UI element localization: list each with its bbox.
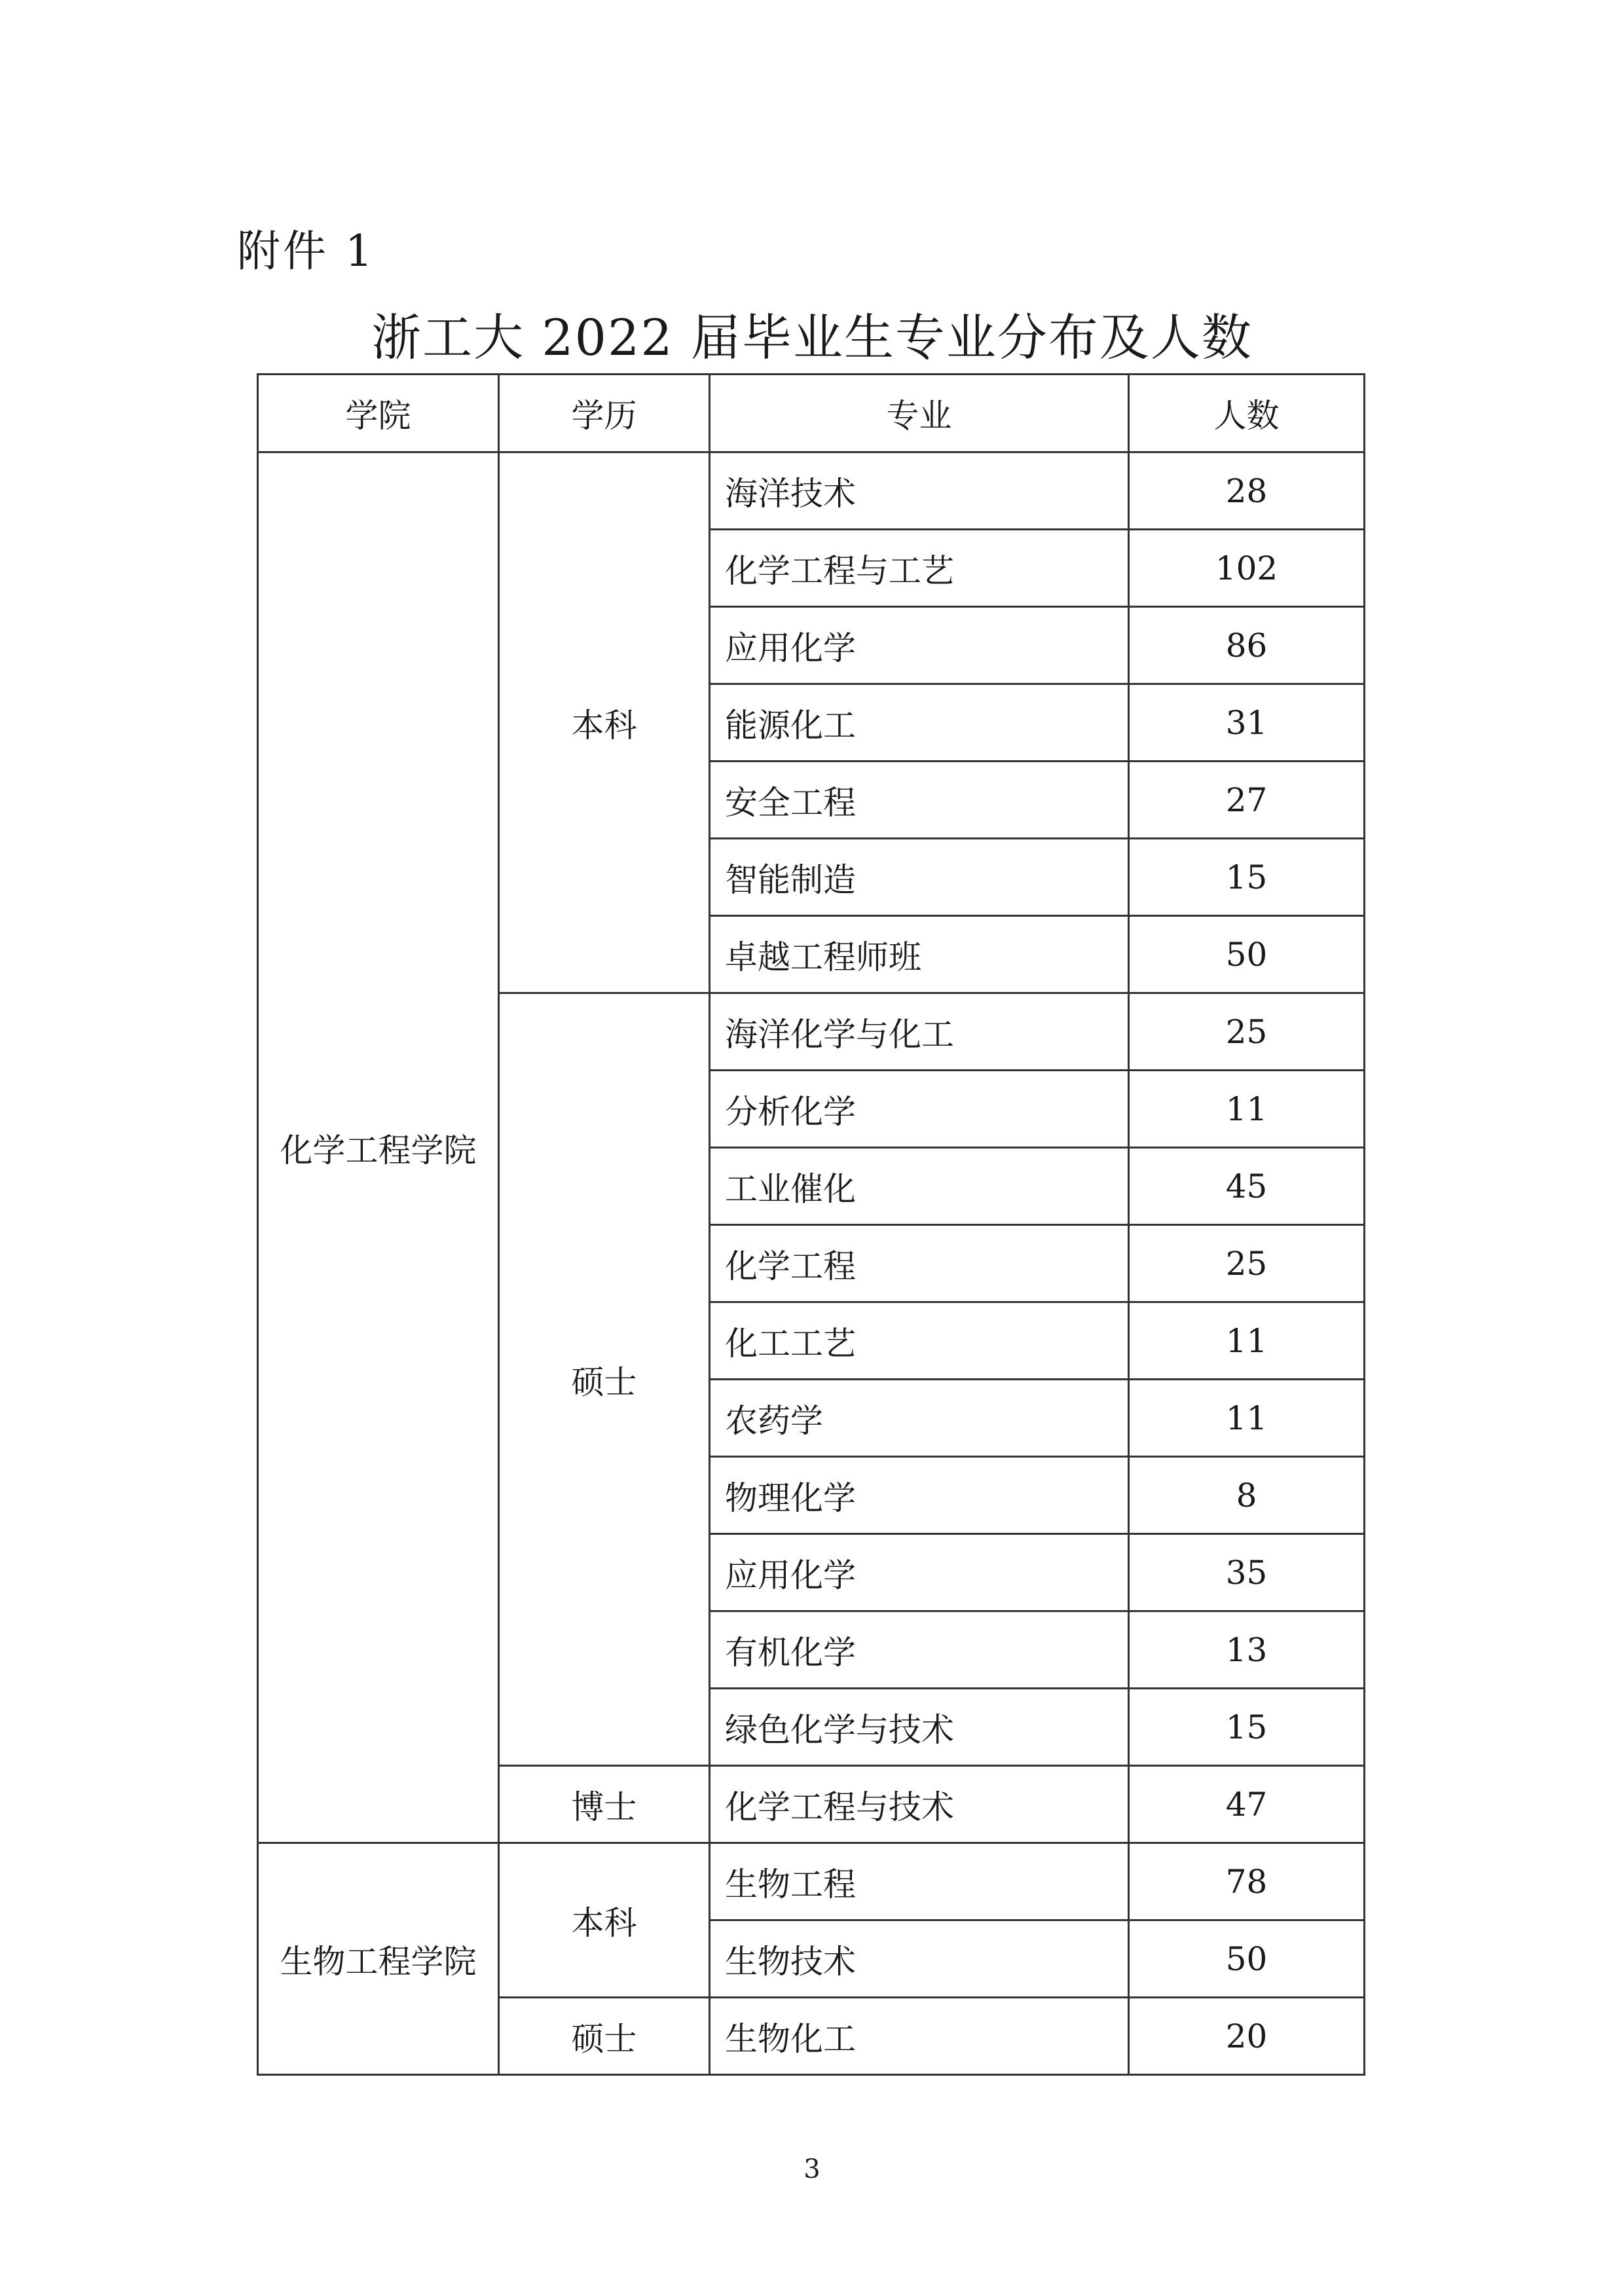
- count-cell: 50: [1129, 916, 1365, 993]
- count-cell: 50: [1129, 1920, 1365, 1998]
- table-body: [258, 452, 1365, 2075]
- major-cell: 海洋化学与化工: [710, 993, 1129, 1071]
- count-cell: 11: [1129, 1302, 1365, 1380]
- major-cell: 应用化学: [710, 1534, 1129, 1611]
- major-cell: 分析化学: [710, 1071, 1129, 1148]
- majors-table: [257, 373, 1365, 2076]
- major-cell: 农药学: [710, 1380, 1129, 1457]
- major-cell: 化学工程与技术: [710, 1766, 1129, 1843]
- count-cell: 25: [1129, 993, 1365, 1071]
- count-cell: 13: [1129, 1611, 1365, 1689]
- degree-cell: 本科: [499, 452, 710, 993]
- header-college: 学院: [258, 375, 499, 452]
- document-title: 浙工大 2022 届毕业生专业分布及人数: [371, 308, 1253, 367]
- major-cell: 物理化学: [710, 1457, 1129, 1534]
- degree-cell: 硕士: [499, 993, 710, 1766]
- count-cell: 102: [1129, 530, 1365, 607]
- count-cell: 15: [1129, 1689, 1365, 1766]
- major-cell: 海洋技术: [710, 452, 1129, 530]
- count-cell: 78: [1129, 1843, 1365, 1920]
- major-cell: 有机化学: [710, 1611, 1129, 1689]
- page-number: 3: [803, 2154, 821, 2184]
- count-cell: 11: [1129, 1071, 1365, 1148]
- header-count: 人数: [1129, 375, 1365, 452]
- count-cell: 45: [1129, 1148, 1365, 1225]
- major-cell: 化工工艺: [710, 1302, 1129, 1380]
- degree-cell: 硕士: [499, 1998, 710, 2075]
- college-cell: 生物工程学院: [258, 1843, 499, 2075]
- count-cell: 25: [1129, 1225, 1365, 1302]
- count-cell: 31: [1129, 684, 1365, 762]
- count-cell: 47: [1129, 1766, 1365, 1843]
- college-cell: 化学工程学院: [258, 452, 499, 1843]
- count-cell: 27: [1129, 762, 1365, 839]
- count-cell: 28: [1129, 452, 1365, 530]
- count-cell: 20: [1129, 1998, 1365, 2075]
- header-major: 专业: [710, 375, 1129, 452]
- major-cell: 生物技术: [710, 1920, 1129, 1998]
- major-cell: 生物工程: [710, 1843, 1129, 1920]
- count-cell: 11: [1129, 1380, 1365, 1457]
- major-cell: 化学工程: [710, 1225, 1129, 1302]
- count-cell: 35: [1129, 1534, 1365, 1611]
- major-cell: 卓越工程师班: [710, 916, 1129, 993]
- major-cell: 应用化学: [710, 607, 1129, 684]
- major-cell: 智能制造: [710, 839, 1129, 916]
- table-header-row: [258, 375, 1365, 452]
- degree-cell: 本科: [499, 1843, 710, 1998]
- major-cell: 化学工程与工艺: [710, 530, 1129, 607]
- degree-cell: 博士: [499, 1766, 710, 1843]
- count-cell: 86: [1129, 607, 1365, 684]
- count-cell: 15: [1129, 839, 1365, 916]
- attachment-label: 附件 1: [237, 226, 375, 276]
- header-degree: 学历: [499, 375, 710, 452]
- major-cell: 绿色化学与技术: [710, 1689, 1129, 1766]
- table-row: [258, 1843, 1365, 1920]
- major-cell: 工业催化: [710, 1148, 1129, 1225]
- table-row: [258, 452, 1365, 530]
- count-cell: 8: [1129, 1457, 1365, 1534]
- major-cell: 能源化工: [710, 684, 1129, 762]
- major-cell: 生物化工: [710, 1998, 1129, 2075]
- major-cell: 安全工程: [710, 762, 1129, 839]
